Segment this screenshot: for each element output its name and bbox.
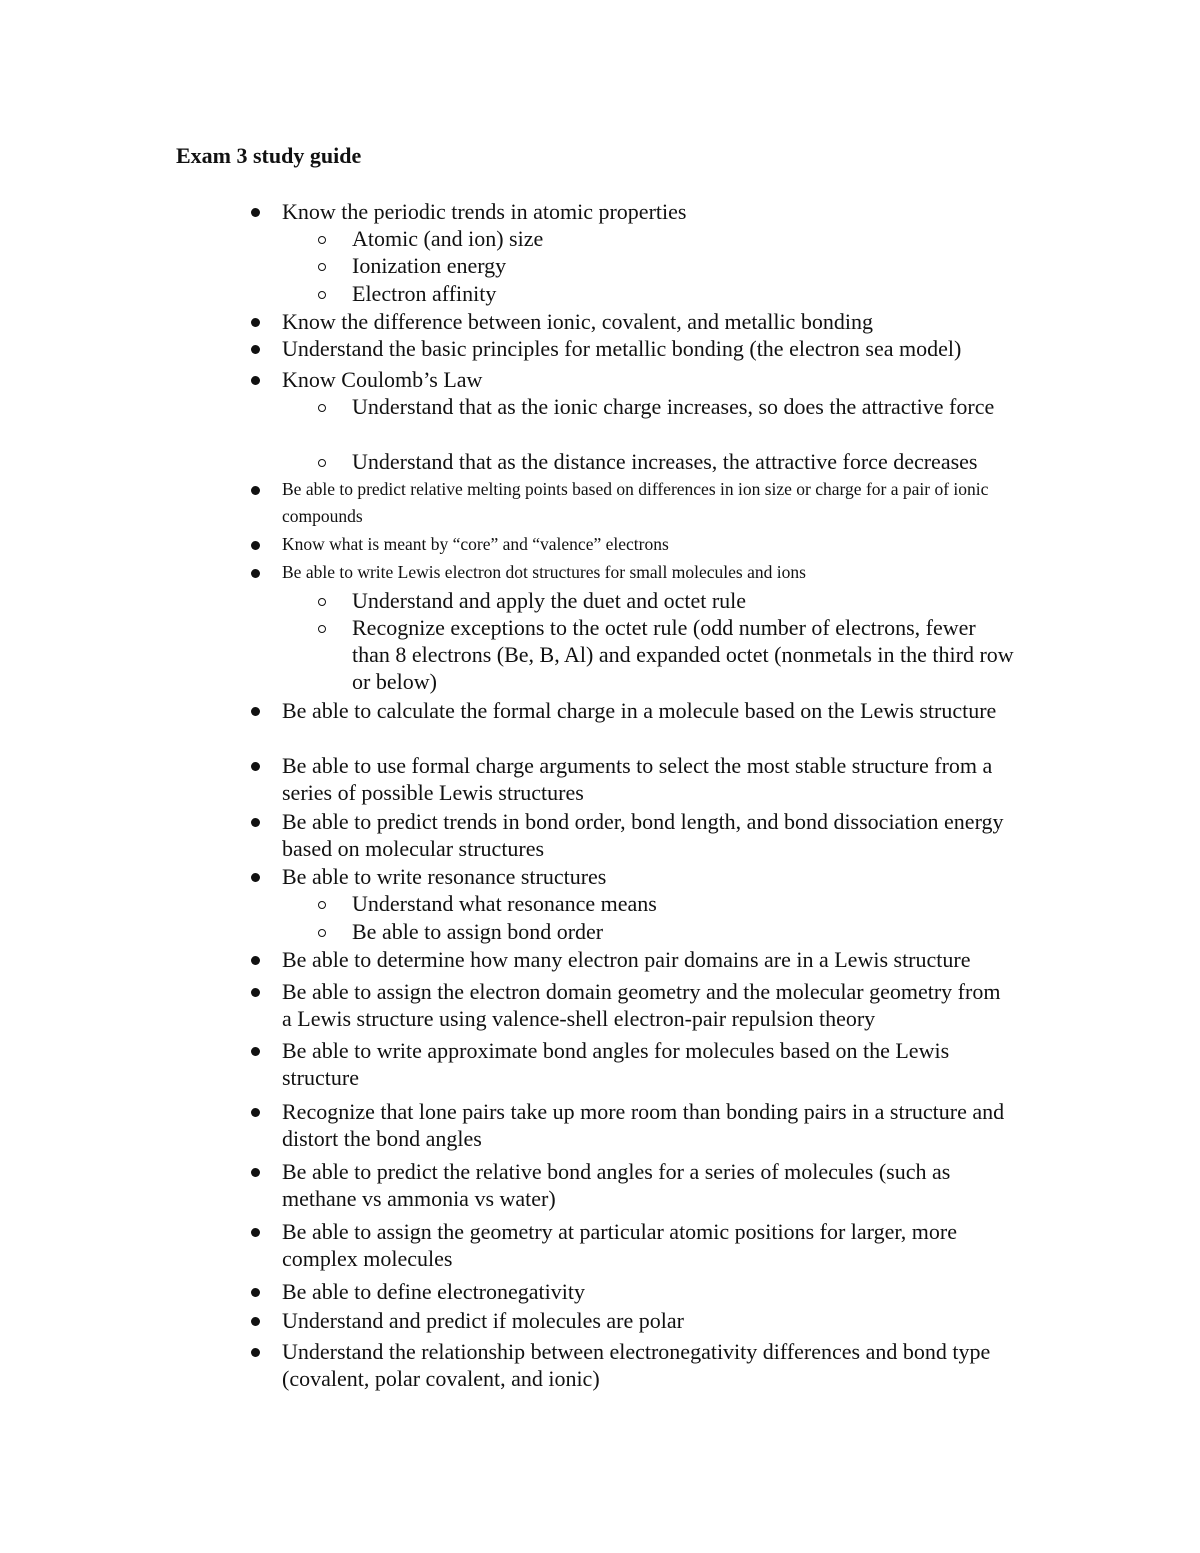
list-item-text: Recognize that lone pairs take up more room than bonding pairs in a structure and distort the bond angles bbox=[282, 1099, 1005, 1151]
list-item-text: Be able to assign the electron domain geometry and the molecular geometry from a Lewis structure using valence-shell electron-pair repulsion theory bbox=[282, 979, 1001, 1031]
list-item bbox=[250, 1218, 1010, 1272]
list-item-text: Understand and predict if molecules are polar bbox=[282, 1308, 684, 1333]
list-item bbox=[250, 335, 1010, 362]
list-item-text: Understand that as the ionic charge increases, so does the attractive force bbox=[352, 394, 995, 419]
list-item-text: Know the difference between ionic, covalent, and metallic bonding bbox=[282, 309, 873, 334]
list-item bbox=[250, 1338, 1010, 1392]
list-item bbox=[250, 1037, 1010, 1091]
list-item-text: Be able to calculate the formal charge in a molecule based on the Lewis structure bbox=[282, 698, 997, 723]
list-item bbox=[250, 476, 1010, 530]
list-item-text: Be able to predict the relative bond angles for a series of molecules (such as methane vs ammonia vs water) bbox=[282, 1159, 951, 1211]
list-item-text: Know the periodic trends in atomic properties bbox=[282, 199, 687, 224]
sub-list-item bbox=[316, 252, 1016, 279]
list-item-text: Understand what resonance means bbox=[352, 891, 657, 916]
list-item bbox=[250, 366, 1010, 393]
list-item-text: Electron affinity bbox=[352, 281, 497, 306]
list-item-text: Be able to define electronegativity bbox=[282, 1279, 585, 1304]
sub-list-item bbox=[316, 448, 1016, 475]
sub-list-item bbox=[316, 280, 1016, 307]
list-item-text: Be able to assign the geometry at particular atomic positions for larger, more complex molecules bbox=[282, 1219, 958, 1271]
sub-list-item bbox=[316, 614, 1016, 695]
list-item-text: Be able to predict trends in bond order, bond length, and bond dissociation energy based on molecular structures bbox=[282, 809, 1004, 861]
list-item bbox=[250, 978, 1010, 1032]
sub-list-item bbox=[316, 393, 1016, 420]
list-item bbox=[250, 531, 1010, 558]
list-item-text: Be able to write Lewis electron dot structures for small molecules and ions bbox=[282, 562, 806, 582]
list-item-text: Understand the basic principles for metallic bonding (the electron sea model) bbox=[282, 336, 962, 361]
list-item-text: Be able to write approximate bond angles for molecules based on the Lewis structure bbox=[282, 1038, 950, 1090]
sub-list-item bbox=[316, 890, 1016, 917]
list-item bbox=[250, 1158, 1010, 1212]
list-item bbox=[250, 946, 1010, 973]
list-item-text: Be able to assign bond order bbox=[352, 919, 604, 944]
list-item-text: Know what is meant by “core” and “valence” electrons bbox=[282, 534, 669, 554]
list-item-text: Understand that as the distance increases, the attractive force decreases bbox=[352, 449, 978, 474]
list-item bbox=[250, 198, 1010, 225]
list-item bbox=[250, 1278, 1010, 1305]
sub-list-item bbox=[316, 918, 1016, 945]
list-item bbox=[250, 752, 1010, 806]
list-item-text: Be able to write resonance structures bbox=[282, 864, 607, 889]
page-title: Exam 3 study guide bbox=[176, 143, 362, 168]
list-item-text: Be able to use formal charge arguments to select the most stable structure from a series of possible Lewis structures bbox=[282, 753, 993, 805]
list-item bbox=[250, 1098, 1010, 1152]
list-item-text: Ionization energy bbox=[352, 253, 507, 278]
list-item-text: Understand and apply the duet and octet rule bbox=[352, 588, 747, 613]
list-item-text: Be able to predict relative melting points based on differences in ion size or charge for a pair of ionic compounds bbox=[282, 479, 989, 526]
list-item bbox=[250, 559, 1010, 586]
sub-list-item bbox=[316, 225, 1016, 252]
list-item-text: Atomic (and ion) size bbox=[352, 226, 544, 251]
list-item bbox=[250, 697, 1010, 724]
list-item-text: Recognize exceptions to the octet rule (odd number of electrons, fewer than 8 electrons (Be, B, Al) and expanded octet (nonmetals in the third row or below) bbox=[352, 615, 1014, 694]
list-item bbox=[250, 808, 1010, 862]
sub-list-item bbox=[316, 587, 1016, 614]
list-item-text: Know Coulomb’s Law bbox=[282, 367, 483, 392]
list-item-text: Be able to determine how many electron pair domains are in a Lewis structure bbox=[282, 947, 971, 972]
list-item bbox=[250, 1307, 1010, 1334]
list-item-text: Understand the relationship between electronegativity differences and bond type (covalent, polar covalent, and ionic) bbox=[282, 1339, 991, 1391]
list-item bbox=[250, 308, 1010, 335]
list-item bbox=[250, 863, 1010, 890]
